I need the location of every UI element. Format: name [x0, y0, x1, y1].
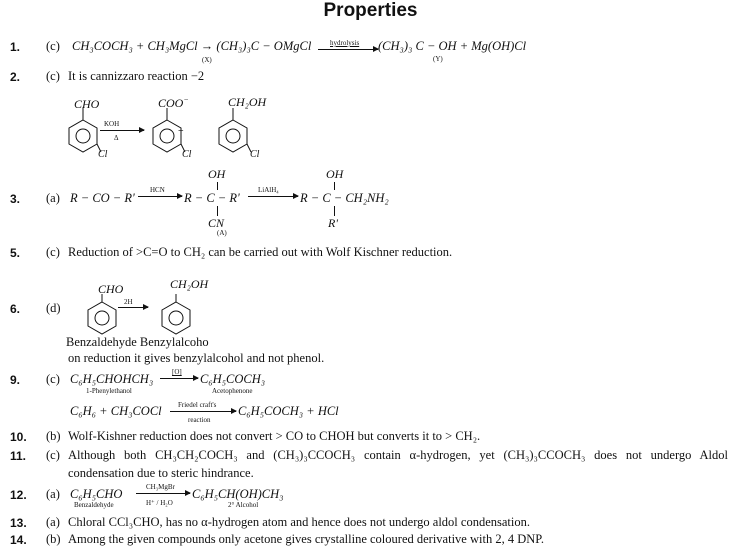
arrow-label: hydrolysis	[330, 39, 360, 47]
cl-label: Cl	[182, 149, 192, 160]
statement: Reduction of >C=O to CH₂ can be carried out with Wolf Kischner reduction.	[68, 245, 453, 259]
h2-label: 2H	[124, 298, 133, 306]
equation-left: CH₃COCH₃ + CH₃MgCl → (CH₃)₃C − OMgCl	[72, 39, 312, 53]
reaction-arrow	[318, 49, 378, 50]
oxidation-label: [O]	[172, 368, 182, 376]
cho-label: CHO	[98, 282, 124, 296]
reactant: C₆H₅CHO	[70, 487, 123, 501]
question-number: 1.	[10, 40, 21, 54]
reaction-arrow	[136, 493, 190, 494]
reaction-arrow	[100, 130, 144, 131]
answer-option: (a)	[46, 515, 60, 529]
oh-label: OH	[326, 167, 344, 181]
product: C₆H₅CH(OH)CH₃	[192, 487, 284, 501]
answer-option: (a)	[46, 487, 60, 501]
bond-line	[217, 206, 218, 216]
question-number: 13.	[10, 516, 27, 530]
question-number: 6.	[10, 302, 21, 316]
reaction-arrow	[138, 196, 182, 197]
friedel-crafts-label: Friedel craft's	[178, 401, 217, 409]
answer-option: (c)	[46, 69, 60, 83]
answer-option: (a)	[46, 191, 60, 205]
equation-right: (CH₃)₃ C − OH + Mg(OH)Cl	[378, 39, 527, 53]
bond-line	[334, 206, 335, 216]
product-name: Acetophenone	[212, 387, 253, 395]
product-name: 2° Alcohol	[228, 501, 259, 509]
question-number: 5.	[10, 246, 21, 260]
product: R − C − CH₂NH₂	[300, 191, 389, 205]
koh-label: KOH	[104, 120, 120, 128]
lialh4-label: LiAlH₄	[258, 186, 279, 194]
question-number: 3.	[10, 192, 21, 206]
answer-option: (d)	[46, 301, 61, 315]
reactant-name: Benzaldehyde	[74, 501, 114, 509]
reactant-name: 1-Phenylethanol	[86, 387, 132, 395]
bond-line	[334, 182, 335, 190]
x-label: (X)	[202, 56, 212, 64]
reaction-arrow	[118, 307, 148, 308]
cl-label: Cl	[250, 149, 260, 160]
statement: Wolf-Kishner reduction does not convert > CO to CHOH but converts it to > CH₂.	[68, 429, 481, 443]
product: C₆H₅COCH₃ + HCl	[238, 404, 339, 418]
cl-label: Cl	[98, 149, 108, 160]
benzene-rings	[84, 294, 204, 338]
coo-label: COO−	[158, 95, 189, 110]
reactant: R − CO − R'	[70, 191, 135, 205]
answer-option: (b)	[46, 429, 61, 443]
statement: on reduction it gives benzylalcohol and not phenol.	[68, 351, 325, 365]
statement-line: condensation due to steric hindrance.	[68, 466, 254, 480]
reagent-label: CH₃MgBr	[146, 483, 175, 491]
reaction-label: reaction	[188, 416, 211, 424]
ch2oh-label: CH₂OH	[228, 95, 267, 109]
question-number: 2.	[10, 70, 21, 84]
question-number: 14.	[10, 533, 27, 547]
statement: Among the given compounds only acetone gives crystalline coloured derivative with 2, 4 DNP.	[68, 532, 544, 546]
hcn-label: HCN	[150, 186, 165, 194]
answer-option: (c)	[46, 245, 60, 259]
answer-option: (c)	[46, 448, 60, 462]
question-number: 12.	[10, 488, 27, 502]
answer-option: (b)	[46, 532, 61, 546]
r-prime-label: R'	[328, 216, 338, 230]
y-label: (Y)	[433, 55, 443, 63]
question-number: 10.	[10, 430, 27, 444]
benzene-rings	[55, 108, 275, 168]
product: C₆H₅COCH₃	[200, 372, 266, 386]
ch2oh-label: CH₂OH	[170, 277, 209, 291]
page-title: Properties	[323, 0, 418, 21]
reagent-label: H⁺ / H₂O	[146, 499, 173, 507]
reactant: C₆H₆ + CH₃COCl	[70, 404, 162, 418]
reaction-arrow	[160, 378, 198, 379]
bond-line	[217, 182, 218, 190]
reactant: C₆H₅CHOHCH₃	[70, 372, 154, 386]
reaction-arrow	[248, 196, 298, 197]
statement: Chloral CCl₃CHO, has no α-hydrogen atom and hence does not undergo aldol condensation.	[68, 515, 530, 529]
compound-names: Benzaldehyde Benzylalcoho	[66, 335, 209, 349]
answer-option: (c)	[46, 372, 60, 386]
question-number: 11.	[10, 449, 27, 463]
question-number: 9.	[10, 373, 21, 387]
a-label: (A)	[217, 229, 227, 237]
delta-label: Δ	[114, 134, 119, 142]
answer-option: (c)	[46, 39, 60, 53]
statement-line: Although both CH₃CH₂COCH₃ and (CH₃)₃CCOCH₃ contain α-hydrogen, yet (CH₃)₃CCOCH₃ does not undergo Aldol	[68, 448, 728, 462]
cho-label: CHO	[74, 97, 100, 111]
plus-sign: +	[178, 126, 184, 137]
intermediate: R − C − R'	[184, 191, 240, 205]
statement: It is cannizzaro reaction −2	[68, 69, 205, 83]
reaction-arrow	[170, 411, 236, 412]
oh-label: OH	[208, 167, 226, 181]
cn-label: CN	[208, 216, 225, 230]
